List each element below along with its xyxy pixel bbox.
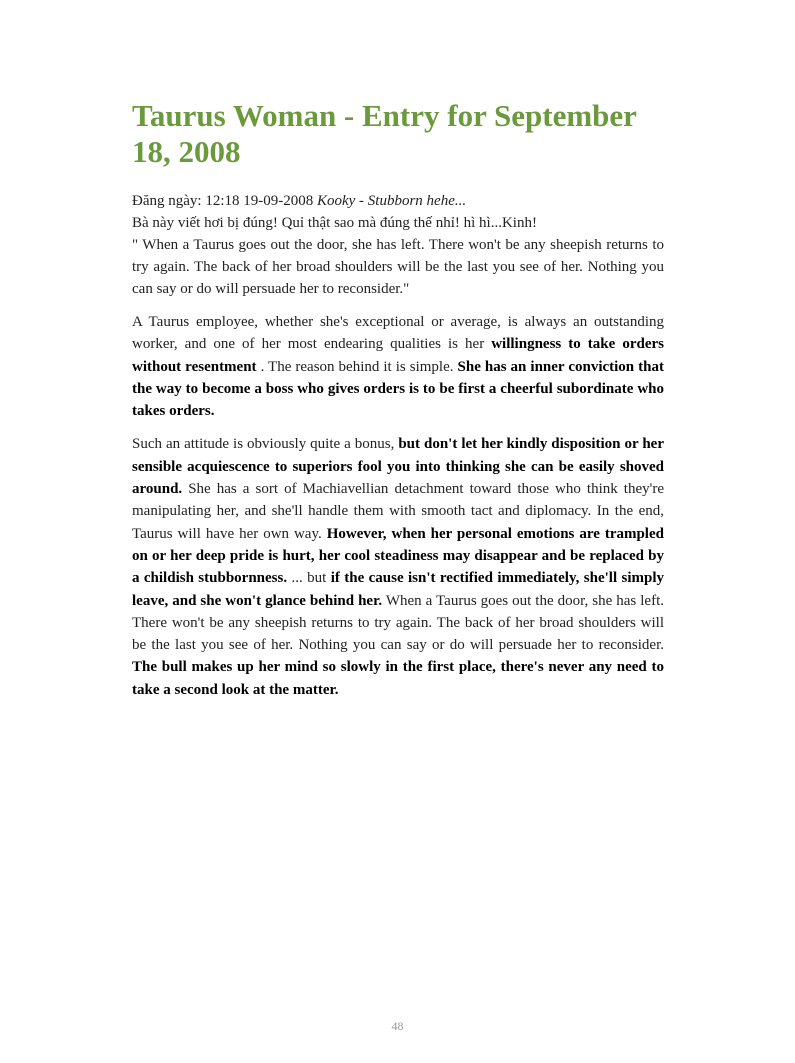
- post-date: Đăng ngày: 12:18 19-09-2008: [132, 193, 317, 209]
- document-page: [132, 98, 664, 701]
- bold-run: if the cause isn't rectified immediately, she'll simply leave, and she won't glance behind her.: [132, 570, 665, 609]
- page-title: Taurus Woman - Entry for September 18, 2008: [132, 98, 637, 169]
- text-run: Such an attitude is obviously quite a bonus,: [132, 436, 399, 453]
- bold-run: The bull makes up her mind so slowly in the first place, there's never any need to take a second look at the matter.: [132, 659, 664, 698]
- paragraph-1: [132, 311, 664, 422]
- post-comment: Bà này viết hơi bị đúng! Quỉ thật sao mà đúng thế nhỉ! hì hì...Kinh!: [132, 215, 537, 231]
- post-meta: [132, 190, 664, 300]
- text-run: . The reason behind it is simple.: [256, 358, 458, 375]
- text-run: She has a sort of Machiavellian detachment toward those who think they're manipulating her, and she'll handle them with smooth tact and diplomacy. In the end, Taurus will have her own way.: [132, 481, 664, 542]
- bold-run: but don't let her kindly disposition or her sensible acquiescence to superiors fool you into thinking she can be easily shoved around.: [132, 436, 664, 498]
- text-run: A Taurus employee, whether she's exceptional or average, is always an outstanding worker, and one of her most endearing qualities is her: [132, 314, 664, 353]
- paragraph-2: [132, 433, 664, 701]
- post-date-line: [132, 190, 664, 212]
- text-run: When a Taurus goes out the door, she has left. There won't be any sheepish returns to try again. The back of her broad shoulders will be the last you see of her. Nothing you can say or do will persuade her to reconsider.: [132, 592, 664, 654]
- page-number: 48: [391, 1019, 404, 1033]
- post-tag: Kooky - Stubborn hehe...: [316, 193, 467, 209]
- post-quote: " When a Taurus goes out the door, she has left. There won't be any sheepish returns to try again. The back of her broad shoulders will be the last you see of her. Nothing you can say or do will persuade her to reconsider.": [132, 237, 664, 297]
- article-body: [132, 311, 664, 701]
- bold-run: willingness to take orders without resentment: [132, 336, 664, 375]
- bold-run: However, when her personal emotions are trampled on or her deep pride is hurt, her cool steadiness may disappear and be replaced by a childish stubbornness.: [132, 525, 664, 587]
- bold-run: She has an inner conviction that the way to become a boss who gives orders is to be first a cheerful subordinate who takes orders.: [132, 358, 664, 420]
- text-run: ... but: [287, 570, 331, 587]
